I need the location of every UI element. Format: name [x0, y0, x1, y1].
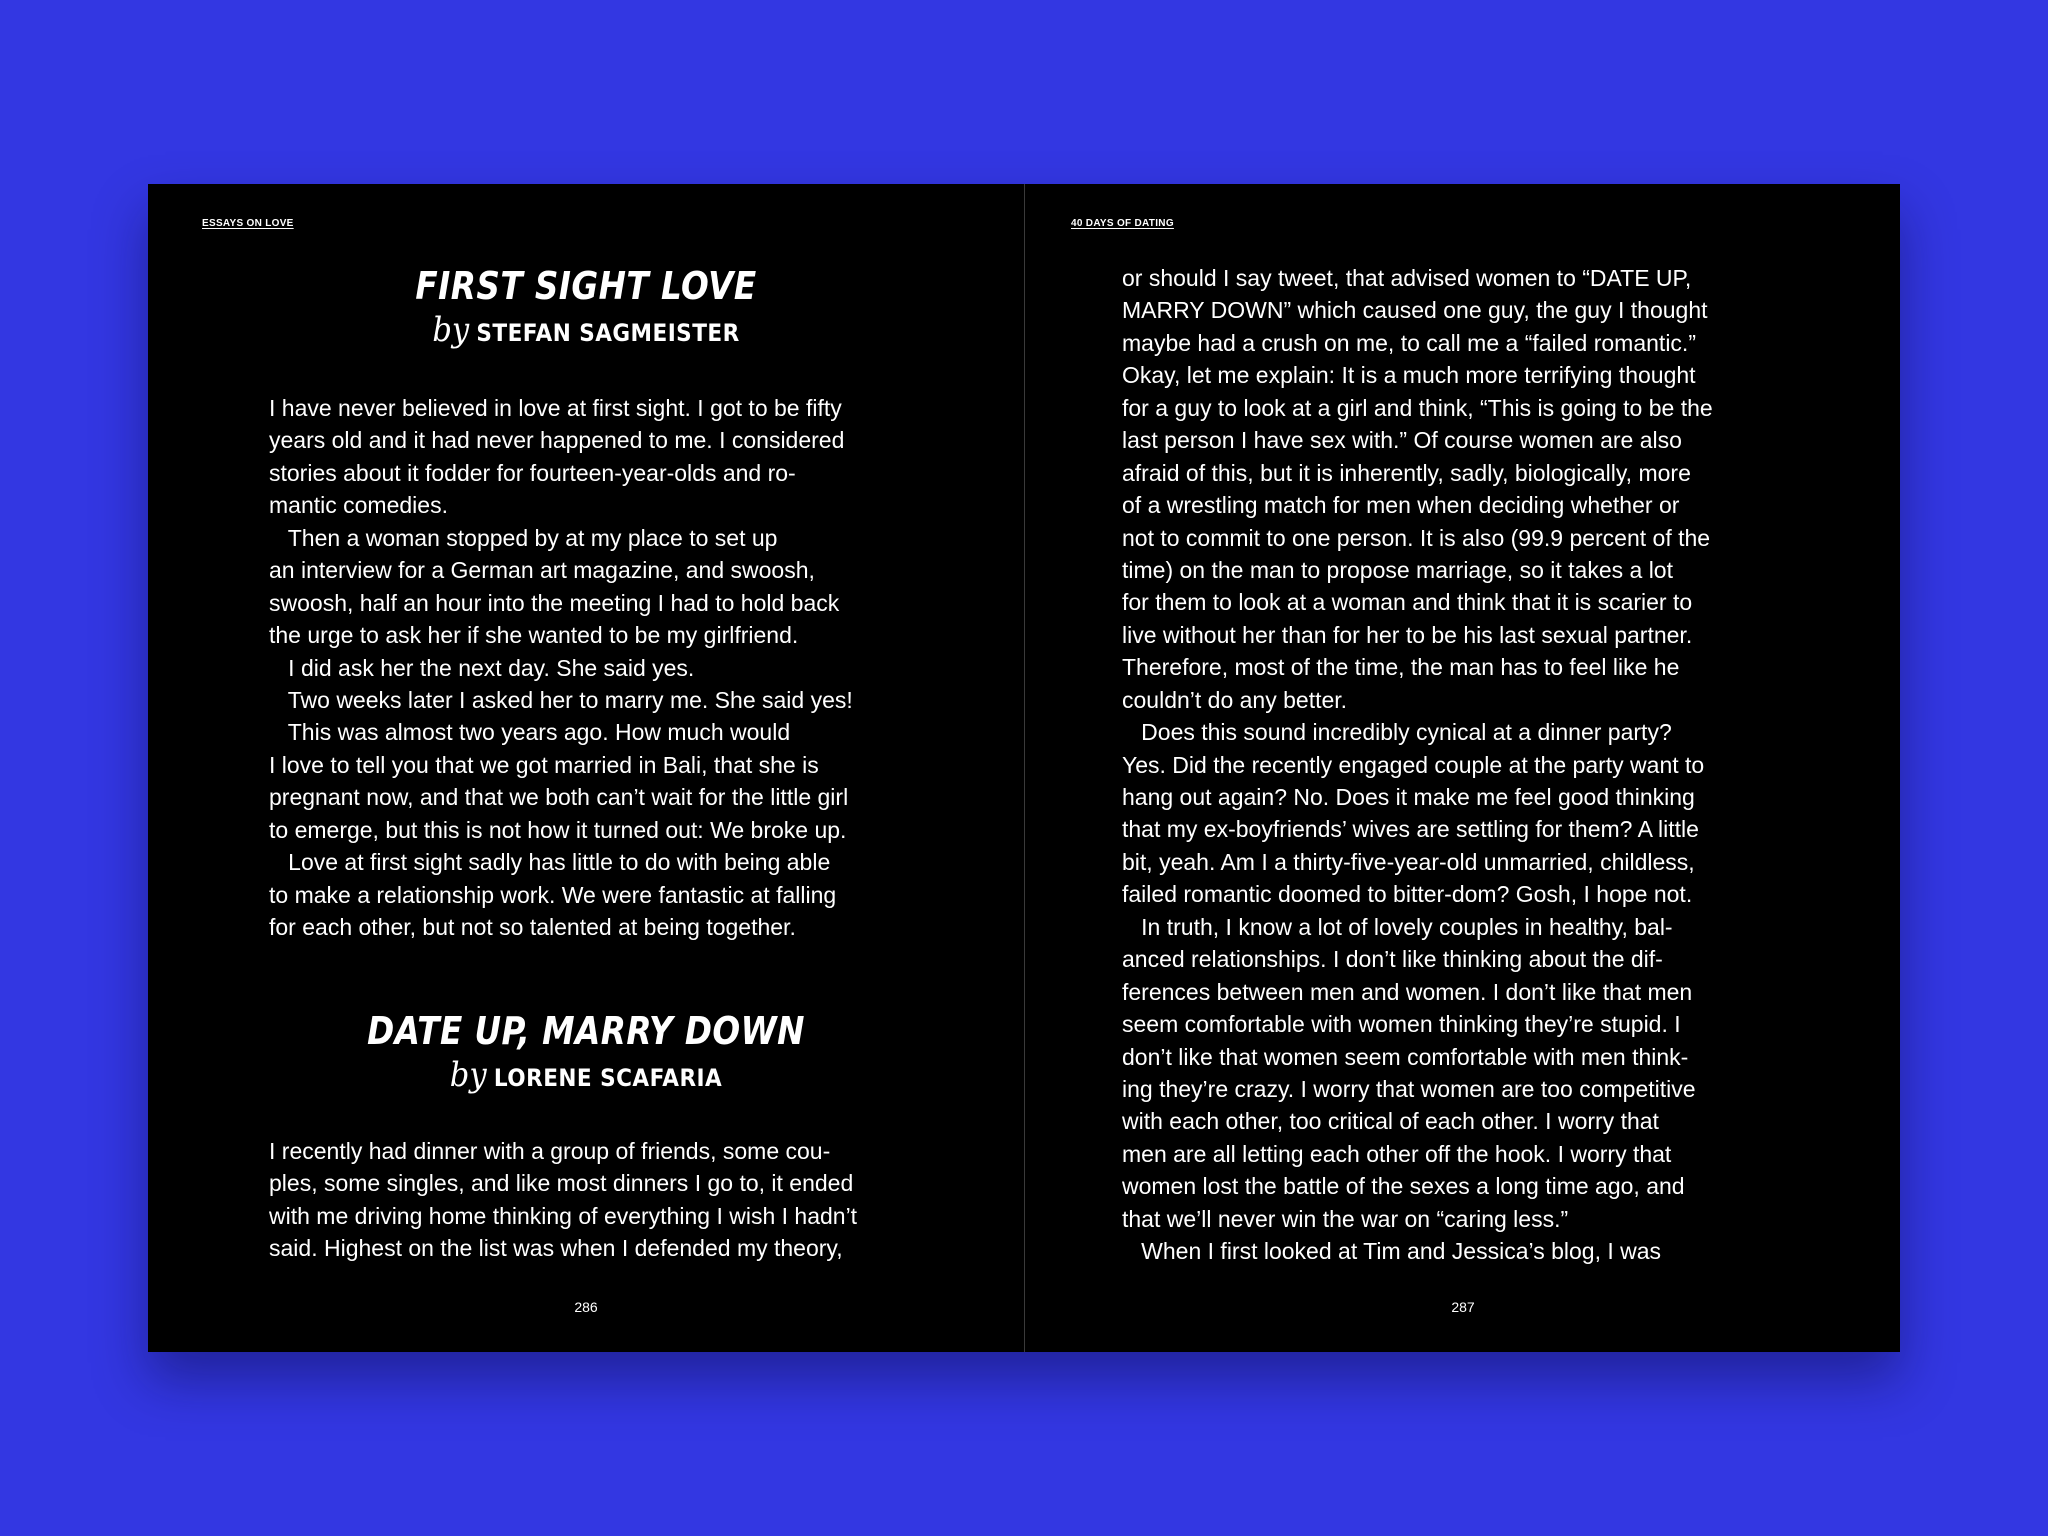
essay-heading-first-sight-love — [148, 262, 1024, 357]
text-line: swoosh, half an hour into the meeting I had to hold back — [269, 589, 840, 616]
text-line: In truth, I know a lot of lovely couples in healthy, bal- — [1122, 913, 1673, 940]
running-head-left: ESSAYS ON LOVE — [202, 218, 294, 229]
left-page — [148, 184, 1024, 1352]
text-line: with me driving home thinking of everything I wish I hadn’t — [269, 1202, 858, 1229]
text-line: women lost the battle of the sexes a long time ago, and — [1122, 1173, 1685, 1200]
essay-author: LORENE SCAFARIA — [493, 1064, 723, 1092]
text-line: Yes. Did the recently engaged couple at the party want to — [1122, 751, 1705, 778]
essay-author: STEFAN SAGMEISTER — [476, 319, 740, 347]
essay-heading-date-up-marry-down — [148, 1007, 1024, 1102]
text-line: or should I say tweet, that advised women to “DATE UP, — [1122, 265, 1692, 291]
text-line: the urge to ask her if she wanted to be my girlfriend. — [269, 622, 799, 649]
page-number-left: 286 — [574, 1299, 598, 1315]
text-line: seem comfortable with women thinking they’re stupid. I — [1122, 1011, 1681, 1038]
text-line: time) on the man to propose marriage, so it takes a lot — [1122, 556, 1673, 583]
essay-body-continued — [1122, 262, 1762, 1268]
text-line: Two weeks later I asked her to marry me. She said yes! — [269, 686, 853, 713]
text-line: that my ex-boyfriends’ wives are settling for them? A little — [1122, 816, 1699, 843]
text-line: hang out again? No. Does it make me feel good thinking — [1122, 784, 1695, 810]
text-line: Therefore, most of the time, the man has to feel like he — [1122, 654, 1680, 681]
text-line: maybe had a crush on me, to call me a “failed romantic.” — [1122, 329, 1696, 356]
text-line: years old and it had never happened to me. I considered — [269, 427, 845, 454]
text-line: failed romantic doomed to bitter-dom? Gosh, I hope not. — [1122, 881, 1693, 908]
text-line: not to commit to one person. It is also (99.9 percent of the — [1122, 524, 1711, 551]
right-page — [1025, 184, 1901, 1352]
running-head-right: 40 DAYS OF DATING — [1071, 218, 1174, 229]
essay-byline — [192, 310, 980, 357]
text-line: stories about it fodder for fourteen-year-olds and ro- — [269, 459, 796, 486]
text-line: ing they’re crazy. I worry that women are too competitive — [1122, 1075, 1696, 1102]
essay-title: FIRST SIGHT LOVE — [415, 264, 757, 308]
text-line: MARRY DOWN” which caused one guy, the guy I thought — [1122, 297, 1708, 324]
text-line: of a wrestling match for men when deciding whether or — [1122, 492, 1680, 519]
text-line: ples, some singles, and like most dinners I go to, it ended — [269, 1170, 854, 1197]
text-line: said. Highest on the list was when I defended my theory, — [269, 1235, 843, 1262]
book-spread — [148, 184, 1900, 1352]
text-line: men are all letting each other off the hook. I worry that — [1122, 1140, 1672, 1167]
text-line: with each other, too critical of each other. I worry that — [1122, 1108, 1659, 1135]
text-line: When I first looked at Tim and Jessica’s blog, I was — [1122, 1238, 1662, 1265]
text-line: for a guy to look at a girl and think, “This is going to be the — [1122, 394, 1713, 421]
text-line: anced relationships. I don’t like thinking about the dif- — [1122, 946, 1663, 973]
essay-body-first-sight-love — [269, 392, 909, 943]
text-line: for each other, but not so talented at being together. — [269, 914, 796, 940]
page-number-right: 287 — [1451, 1299, 1475, 1315]
text-line: I love to tell you that we got married in Bali, that she is — [269, 751, 819, 778]
text-line: to emerge, but this is not how it turned out: We broke up. — [269, 816, 847, 843]
text-line: last person I have sex with.” Of course women are also — [1122, 427, 1682, 454]
byline-by: by — [449, 1055, 487, 1095]
byline-by: by — [432, 310, 470, 350]
text-line: Does this sound incredibly cynical at a dinner party? — [1122, 719, 1672, 746]
text-line: don’t like that women seem comfortable with men think- — [1122, 1043, 1689, 1070]
essay-title: DATE UP, MARRY DOWN — [367, 1009, 805, 1053]
text-line: Then a woman stopped by at my place to set up — [269, 524, 778, 551]
text-line: afraid of this, but it is inherently, sadly, biologically, more — [1122, 459, 1691, 486]
text-line: mantic comedies. — [269, 492, 448, 519]
essay-byline — [192, 1055, 980, 1102]
text-line: couldn’t do any better. — [1122, 686, 1348, 713]
text-line: I recently had dinner with a group of friends, some cou- — [269, 1138, 831, 1164]
text-line: Okay, let me explain: It is a much more terrifying thought — [1122, 362, 1696, 389]
essay-body-date-up-marry-down — [269, 1135, 909, 1265]
text-line: to make a relationship work. We were fantastic at falling — [269, 881, 837, 908]
text-line: This was almost two years ago. How much would — [269, 719, 791, 746]
text-line: bit, yeah. Am I a thirty-five-year-old unmarried, childless, — [1122, 848, 1695, 875]
text-line: I did ask her the next day. She said yes. — [269, 654, 695, 681]
text-line: Love at first sight sadly has little to do with being able — [269, 849, 831, 876]
text-line: live without her than for her to be his last sexual partner. — [1122, 621, 1693, 648]
text-line: for them to look at a woman and think that it is scarier to — [1122, 589, 1693, 616]
text-line: pregnant now, and that we both can’t wait for the little girl — [269, 784, 849, 811]
text-line: an interview for a German art magazine, and swoosh, — [269, 557, 815, 584]
text-line: that we’ll never win the war on “caring less.” — [1122, 1205, 1569, 1232]
text-line: I have never believed in love at first sight. I got to be fifty — [269, 395, 842, 421]
text-line: ferences between men and women. I don’t like that men — [1122, 978, 1693, 1005]
